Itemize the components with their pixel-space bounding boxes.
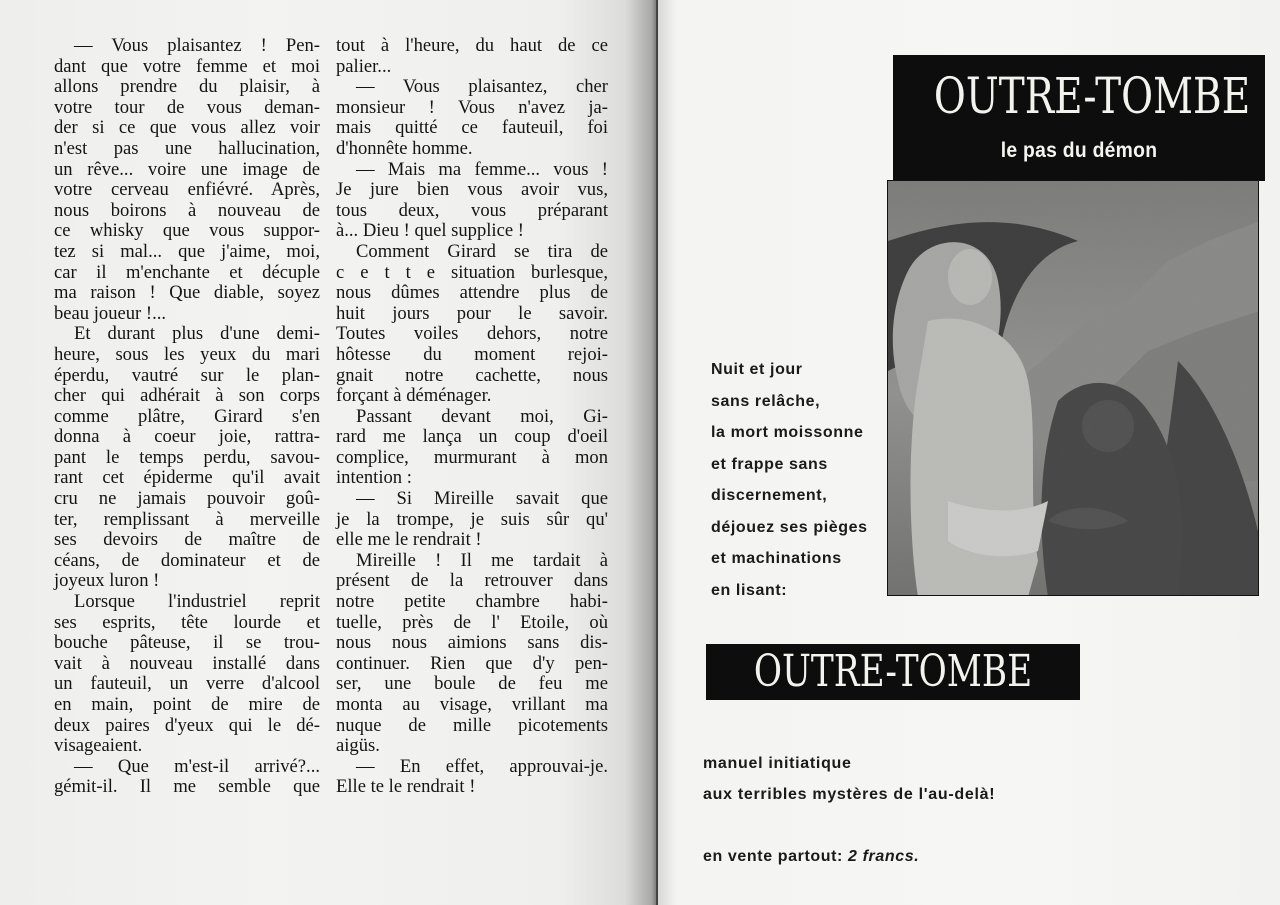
text-line: n'est pas une hallucination, (54, 137, 320, 159)
text-line: bouche pâteuse, il se trou- (54, 632, 320, 654)
price-line (703, 848, 919, 866)
bottom-title-banner (706, 644, 1080, 700)
text-line: elle me le rendrait ! (336, 529, 482, 551)
text-line: un fauteuil, un verre d'alcool (54, 673, 320, 695)
text-line: gémit-il. Il me semble que (54, 776, 320, 798)
promo-line: et frappe sans (711, 455, 828, 473)
text-line: votre cerveau enfiévré. Après, (54, 179, 320, 201)
tagline-line: aux terribles mystères de l'au-delà! (703, 786, 996, 803)
text-line: tous deux, vous préparant (336, 199, 608, 221)
text-line: car il m'enchante et décuple (54, 261, 320, 283)
text-line: cher qui adhérait à son corps (54, 385, 320, 407)
text-line: palier... (336, 55, 392, 77)
text-line: — Si Mireille savait que (356, 488, 608, 510)
text-line: je la trompe, je suis sûr qu' (336, 508, 608, 530)
text-line: Comment Girard se tira de (356, 240, 608, 262)
text-column-2 (336, 36, 608, 798)
text-line: votre tour de vous deman- (54, 96, 320, 118)
text-line: der si ce que vous allez voir (54, 117, 320, 139)
text-line: à... Dieu ! quel supplice ! (336, 220, 524, 242)
text-line: nous dûmes attendre plus de (336, 282, 608, 304)
text-line: ma raison ! Que diable, soyez (54, 282, 320, 304)
text-line: ter, remplissant à merveille (54, 508, 320, 530)
text-line: en main, point de mire de (54, 694, 320, 715)
text-line: forçant à déménager. (336, 385, 492, 407)
text-line: beau joueur !... (54, 302, 167, 324)
text-line: — Mais ma femme... vous ! (356, 158, 608, 180)
text-line: intention : (336, 467, 412, 489)
tagline (703, 748, 995, 810)
text-line: joyeux luron ! (54, 570, 160, 592)
text-line: tout à l'heure, du haut de ce (336, 35, 608, 56)
ad-subtitle: le pas du démon (1000, 139, 1158, 162)
promo-line: sans relâche, (711, 392, 821, 410)
price-label: en vente partout: (703, 848, 843, 865)
text-line: — En effet, approuvai-je. (356, 755, 608, 777)
text-line: Mireille ! Il me tardait à (356, 549, 608, 571)
text-line: c e t t e situation burlesque, (336, 261, 608, 283)
text-line: monta au visage, vrillant ma (336, 694, 608, 715)
text-column-1 (54, 36, 320, 798)
text-line: visageaient. (54, 735, 143, 757)
text-line: ce whisky que vous suppor- (54, 220, 320, 242)
cover-illustration (887, 180, 1259, 596)
text-line: rard me lança un coup d'oeil (336, 426, 608, 448)
ad-title: OUTRE-TOMBE (933, 67, 1251, 125)
promo-line: et machinations (711, 550, 842, 567)
text-line: rant cet épiderme qu'il avait (54, 467, 320, 489)
text-line: hôtesse du moment rejoi- (336, 343, 608, 365)
text-line: ses esprits, tête lourde et (54, 611, 320, 633)
demon-illustration-icon (888, 181, 1259, 596)
text-line: — Vous plaisantez ! Pen- (74, 35, 320, 56)
text-line: céans, de dominateur et de (54, 549, 320, 571)
text-line: donna à coeur joie, rattra- (54, 426, 320, 448)
text-line: un rêve... voire une image de (54, 158, 320, 180)
promo-text (711, 354, 868, 606)
text-line: présent de la retrouver dans (336, 570, 608, 592)
text-line: dant que votre femme et moi (54, 55, 320, 77)
text-line: pant le temps perdu, savou- (54, 446, 320, 468)
ad-title-banner (893, 55, 1265, 181)
text-line: Passant devant moi, Gi- (356, 405, 608, 427)
tagline-line: manuel initiatique (703, 755, 852, 772)
bottom-title: OUTRE-TOMBE (753, 646, 1033, 697)
text-line: Je jure bien vous avoir vus, (336, 179, 608, 201)
text-line: Elle te le rendrait ! (336, 776, 476, 798)
text-line: gnait notre cachette, nous (336, 364, 608, 386)
text-line: Lorsque l'industriel reprit (74, 591, 320, 613)
promo-line: déjouez ses pièges (711, 518, 868, 536)
text-line: tez si mal... que j'aime, moi, (54, 240, 320, 262)
text-line: deux paires d'yeux qui le dé- (54, 714, 320, 736)
text-line: nuque de mille picotements (336, 714, 608, 736)
text-line: continuer. Rien que d'y pen- (336, 652, 608, 674)
text-line: monsieur ! Vous n'avez ja- (336, 96, 608, 118)
text-line: notre petite chambre habi- (336, 591, 608, 613)
text-line: éperdu, vautré sur le plan- (54, 364, 320, 386)
promo-line: discernement, (711, 487, 828, 504)
text-line: tuelle, près de l' Etoile, où (336, 611, 608, 633)
text-line: — Vous plaisantez, cher (356, 76, 608, 98)
text-line: d'honnête homme. (336, 137, 473, 159)
text-line: — Que m'est-il arrivé?... (74, 755, 320, 777)
promo-line: Nuit et jour (711, 361, 803, 378)
price-value: 2 francs. (848, 848, 920, 865)
text-line: huit jours pour le savoir. (336, 302, 608, 324)
text-line: ses devoirs de maître de (54, 529, 320, 551)
text-line: complice, murmurant à mon (336, 446, 608, 468)
text-line: heure, sous les yeux du mari (54, 343, 320, 365)
text-line: ser, une boule de feu me (336, 673, 608, 695)
text-line: nous nous aimions sans dis- (336, 632, 608, 654)
text-line: comme plâtre, Girard s'en (54, 405, 320, 427)
text-line: vait à nouveau installé dans (54, 652, 320, 674)
text-line: Toutes voiles dehors, notre (336, 323, 608, 345)
text-line: Et durant plus d'une demi- (74, 323, 320, 345)
text-line: cru ne jamais pouvoir goû- (54, 488, 320, 510)
promo-line: en lisant: (711, 581, 788, 599)
text-line: nous boirons à nouveau de (54, 199, 320, 221)
text-line: allons prendre du plaisir, à (54, 76, 320, 98)
text-line: aigüs. (336, 735, 380, 757)
promo-line: la mort moissonne (711, 424, 864, 441)
text-line: mais quitté ce fauteuil, foi (336, 117, 608, 139)
